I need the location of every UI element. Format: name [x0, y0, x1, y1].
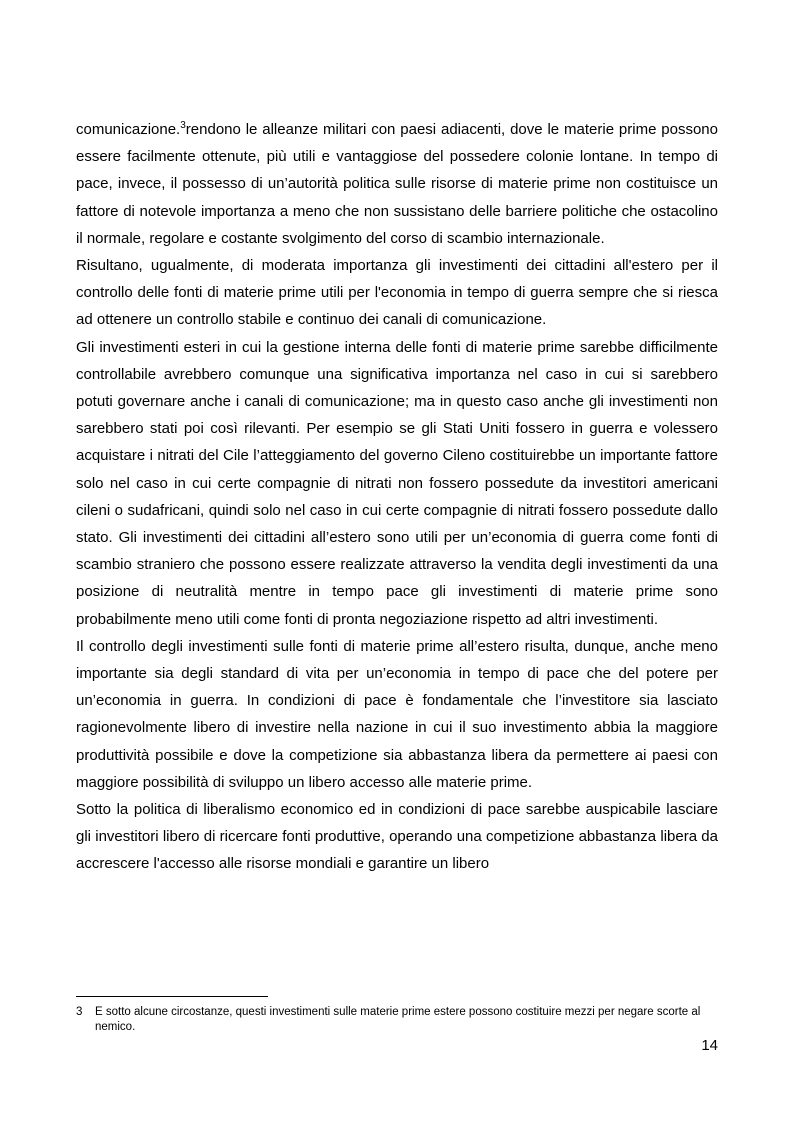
- paragraph-1-text: rendono le alleanze militari con paesi adiacenti, dove le materie prime possono essere facilmente ottenute, più utili e vantaggiose del possedere colonie lontane. In tempo di pace, invece, il possesso di un’autorità politica sulle risorse di materie prime non costituisce un fattore di notevole importanza a meno che non sussistano delle barriere politiche che ostacolino il normale, regolare e costante svolgimento del corso di scambio internazionale.: [76, 121, 718, 247]
- paragraph-4: Il controllo degli investimenti sulle fonti di materie prime all’estero risulta, dunque, anche meno importante sia degli standard di vita per un’economia in tempo di pace che del potere per un’economia in guerra. In condizioni di pace è fondamentale che l’investitore sia lasciato ragionevolmente libero di investire nella nazione in cui il suo investimento abbia la maggiore produttività possibile e dove la competizione sia abbastanza libera da permettere ai paesi con maggiore possibilità di sviluppo un libero accesso alle materie prime.: [76, 637, 718, 791]
- footnote-reference[interactable]: 3: [180, 120, 186, 131]
- footnote: [76, 1005, 718, 1035]
- footnote-divider: [76, 996, 268, 997]
- page-number: 14: [701, 1037, 718, 1054]
- paragraph-3: Gli investimenti esteri in cui la gestione interna delle fonti di materie prime sarebbe difficilmente controllabile avrebbero comunque una significativa importanza nel caso in cui si sarebbero potuti governare anche i canali di comunicazione; ma in questo caso anche gli investimenti non sarebbero stati poi così rilevanti. Per esempio se gli Stati Uniti fossero in guerra e volessero acquistare i nitrati del Cile l’atteggiamento del governo Cileno costituirebbe un importante fattore solo nel caso in cui certe compagnie di nitrati non fossero possedute da investitori americani cileni o sudafricani, quindi solo nel caso in cui certe compagnie di nitrati fossero possedute dallo stato. Gli investimenti dei cittadini all’estero sono utili per un’economia di guerra come fonti di scambio straniero che possono essere realizzate attraverso la vendita degli investimenti da una posizione di neutralità mentre in tempo pace gli investimenti di materie prime sono probabilmente meno utili come fonti di pronta negoziazione rispetto ad altri investimenti.: [76, 338, 718, 628]
- paragraph-5: Sotto la politica di liberalismo economico ed in condizioni di pace sarebbe auspicabile lasciare gli investitori libero di ricercare fonti produttive, operando una competizione abbastanza libera da accrescere l'accesso alle risorse mondiali e garantire un libero: [76, 801, 718, 873]
- paragraph-2: Risultano, ugualmente, di moderata importanza gli investimenti dei cittadini all'estero per il controllo delle fonti di materie prime utili per l'economia in tempo di guerra sempre che si riesca ad ottenere un controllo stabile e continuo dei canali di comunicazione.: [76, 257, 718, 329]
- paragraph-1-lead: comunicazione.: [76, 121, 181, 138]
- body-text: [76, 116, 718, 878]
- footnote-number: 3: [76, 1006, 83, 1018]
- footnote-text: E sotto alcune circostanze, questi investimenti sulle materie prime estere possono costituire mezzi per negare scorte al nemico.: [95, 1006, 701, 1033]
- paragraph-1: [76, 116, 718, 252]
